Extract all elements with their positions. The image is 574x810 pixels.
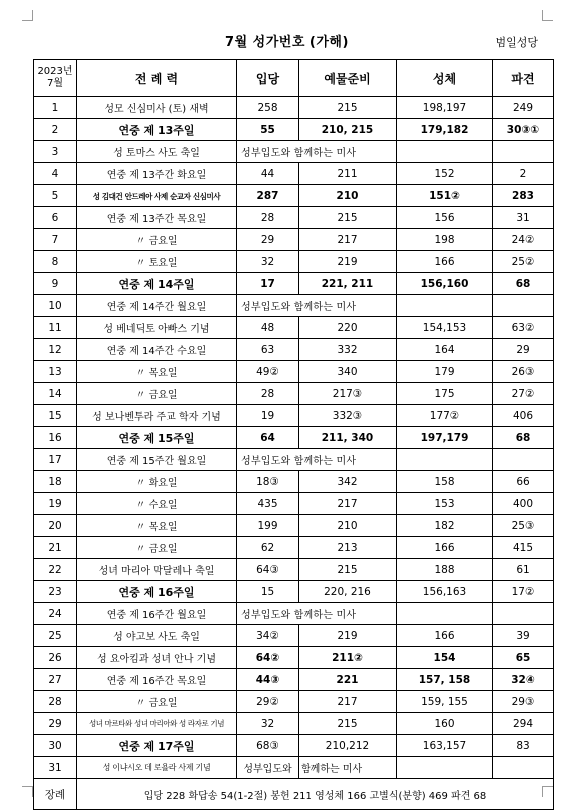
liturgy-name: 연중 제 16주간 월요일	[77, 603, 237, 625]
communion-hymn: 163,157	[397, 735, 493, 757]
row-number: 31	[34, 757, 77, 779]
entrance-hymn: 48	[237, 317, 299, 339]
offertory-hymn: 221, 211	[299, 273, 397, 295]
liturgy-name: 연중 제 15주간 월요일	[77, 449, 237, 471]
dismissal-hymn: 25②	[493, 251, 554, 273]
communion-hymn: 197,179	[397, 427, 493, 449]
liturgy-name: 연중 제 17주일	[77, 735, 237, 757]
empty-cell	[493, 603, 554, 625]
liturgy-name: 〃 금요일	[77, 383, 237, 405]
communion-hymn: 177②	[397, 405, 493, 427]
entrance-hymn: 287	[237, 185, 299, 207]
row-number: 29	[34, 713, 77, 735]
liturgy-name: 연중 제 15주일	[77, 427, 237, 449]
liturgy-name: 연중 제 13주간 목요일	[77, 207, 237, 229]
offertory-hymn: 215	[299, 207, 397, 229]
liturgy-name: 〃 금요일	[77, 229, 237, 251]
entrance-hymn: 18③	[237, 471, 299, 493]
row-number: 2	[34, 119, 77, 141]
communion-hymn: 182	[397, 515, 493, 537]
entrance-hymn: 17	[237, 273, 299, 295]
table-row	[34, 537, 554, 559]
header-communion: 성체	[397, 60, 493, 97]
empty-cell	[397, 603, 493, 625]
entrance-hymn: 44	[237, 163, 299, 185]
entrance-hymn: 29	[237, 229, 299, 251]
offertory-hymn: 340	[299, 361, 397, 383]
row-number: 18	[34, 471, 77, 493]
hymn-table	[33, 59, 554, 810]
header-row	[34, 60, 554, 97]
table-row	[34, 713, 554, 735]
dismissal-hymn: 27②	[493, 383, 554, 405]
liturgy-name-text: 성 이냐시오 데 로욜라 사제 기념	[102, 763, 211, 772]
offertory-hymn: 217	[299, 229, 397, 251]
header-year: 2023년 7월	[34, 60, 77, 97]
entrance-hymn: 55	[237, 119, 299, 141]
entrance-hymn: 68③	[237, 735, 299, 757]
table-row	[34, 185, 554, 207]
entrance-hymn: 63	[237, 339, 299, 361]
liturgy-name	[77, 185, 237, 207]
table-row	[34, 317, 554, 339]
communion-hymn: 198	[397, 229, 493, 251]
table-row	[34, 735, 554, 757]
entrance-hymn: 44③	[237, 669, 299, 691]
dismissal-hymn: 68	[493, 273, 554, 295]
dismissal-hymn	[493, 757, 554, 779]
dismissal-hymn: 32④	[493, 669, 554, 691]
communion-hymn: 154,153	[397, 317, 493, 339]
liturgy-name: 성 토마스 사도 축일	[77, 141, 237, 163]
page-corner-mark	[542, 10, 553, 21]
dismissal-hymn: 415	[493, 537, 554, 559]
dismissal-hymn: 39	[493, 625, 554, 647]
entrance-hymn: 29②	[237, 691, 299, 713]
entrance-hymn: 64	[237, 427, 299, 449]
communion-hymn: 166	[397, 537, 493, 559]
dismissal-hymn: 61	[493, 559, 554, 581]
row-number: 8	[34, 251, 77, 273]
liturgy-name: 〃 목요일	[77, 515, 237, 537]
row-number: 19	[34, 493, 77, 515]
liturgy-name: 연중 제 13주간 화요일	[77, 163, 237, 185]
row-number: 24	[34, 603, 77, 625]
empty-cell	[493, 449, 554, 471]
communion-hymn: 156,163	[397, 581, 493, 603]
liturgy-name: 연중 제 16주간 목요일	[77, 669, 237, 691]
header-dismissal: 파견	[493, 60, 554, 97]
liturgy-name	[77, 713, 237, 735]
dismissal-hymn: 31	[493, 207, 554, 229]
row-number: 1	[34, 97, 77, 119]
entrance-hymn: 28	[237, 383, 299, 405]
liturgy-name: 연중 제 14주일	[77, 273, 237, 295]
mass-note: 성부입도와 함께하는 미사	[237, 141, 397, 163]
dismissal-hymn: 29③	[493, 691, 554, 713]
communion-hymn: 160	[397, 713, 493, 735]
offertory-hymn: 220	[299, 317, 397, 339]
offertory-hymn: 217③	[299, 383, 397, 405]
empty-cell	[397, 295, 493, 317]
table-row	[34, 339, 554, 361]
table-row	[34, 427, 554, 449]
entrance-hymn: 28	[237, 207, 299, 229]
entrance-hymn: 성부입도와	[237, 757, 299, 779]
dismissal-hymn: 83	[493, 735, 554, 757]
table-row	[34, 361, 554, 383]
empty-cell	[493, 295, 554, 317]
dismissal-hymn: 25③	[493, 515, 554, 537]
offertory-hymn: 211	[299, 163, 397, 185]
liturgy-name: 성녀 마리아 막달레나 축일	[77, 559, 237, 581]
offertory-hymn: 210	[299, 185, 397, 207]
communion-hymn: 166	[397, 625, 493, 647]
offertory-hymn: 215	[299, 713, 397, 735]
liturgy-name: 〃 목요일	[77, 361, 237, 383]
liturgy-name: 연중 제 13주일	[77, 119, 237, 141]
table-row	[34, 229, 554, 251]
communion-hymn: 179,182	[397, 119, 493, 141]
entrance-hymn: 64③	[237, 559, 299, 581]
funeral-row	[34, 779, 554, 810]
communion-hymn: 152	[397, 163, 493, 185]
row-number: 16	[34, 427, 77, 449]
row-number: 10	[34, 295, 77, 317]
offertory-hymn: 217	[299, 493, 397, 515]
row-number: 30	[34, 735, 77, 757]
dismissal-hymn: 66	[493, 471, 554, 493]
offertory-hymn: 217	[299, 691, 397, 713]
table-row	[34, 449, 554, 471]
liturgy-name	[77, 757, 237, 779]
dismissal-hymn: 283	[493, 185, 554, 207]
entrance-hymn: 19	[237, 405, 299, 427]
page-corner-mark	[22, 10, 33, 21]
row-number: 11	[34, 317, 77, 339]
liturgy-name: 성 야고보 사도 축일	[77, 625, 237, 647]
dismissal-hymn: 294	[493, 713, 554, 735]
dismissal-hymn: 249	[493, 97, 554, 119]
liturgy-name: 연중 제 14주간 월요일	[77, 295, 237, 317]
row-number: 12	[34, 339, 77, 361]
table-row	[34, 383, 554, 405]
table-row	[34, 559, 554, 581]
row-number: 21	[34, 537, 77, 559]
liturgy-name: 〃 금요일	[77, 691, 237, 713]
row-number: 17	[34, 449, 77, 471]
communion-hymn: 154	[397, 647, 493, 669]
communion-hymn: 156	[397, 207, 493, 229]
table-row	[34, 471, 554, 493]
offertory-hymn: 215	[299, 559, 397, 581]
communion-hymn: 164	[397, 339, 493, 361]
liturgy-name: 성 베네딕토 아빠스 기념	[77, 317, 237, 339]
row-number: 6	[34, 207, 77, 229]
entrance-hymn: 199	[237, 515, 299, 537]
offertory-hymn: 332	[299, 339, 397, 361]
empty-cell	[397, 449, 493, 471]
offertory-hymn: 211②	[299, 647, 397, 669]
entrance-hymn: 258	[237, 97, 299, 119]
dismissal-hymn: 400	[493, 493, 554, 515]
table-row	[34, 251, 554, 273]
dismissal-hymn: 29	[493, 339, 554, 361]
dismissal-hymn: 26③	[493, 361, 554, 383]
row-number: 5	[34, 185, 77, 207]
empty-cell	[493, 141, 554, 163]
offertory-hymn: 215	[299, 97, 397, 119]
table-row	[34, 295, 554, 317]
table-row	[34, 97, 554, 119]
table-row	[34, 119, 554, 141]
table-row	[34, 647, 554, 669]
entrance-hymn: 32	[237, 713, 299, 735]
liturgy-name: 〃 금요일	[77, 537, 237, 559]
offertory-hymn: 342	[299, 471, 397, 493]
dismissal-hymn: 30③①	[493, 119, 554, 141]
entrance-hymn: 64②	[237, 647, 299, 669]
communion-hymn: 159, 155	[397, 691, 493, 713]
communion-hymn: 166	[397, 251, 493, 273]
table-body	[34, 97, 554, 779]
entrance-hymn: 49②	[237, 361, 299, 383]
communion-hymn: 175	[397, 383, 493, 405]
page-corner-mark	[22, 786, 33, 797]
row-number: 14	[34, 383, 77, 405]
row-number: 26	[34, 647, 77, 669]
header-offertory: 예물준비	[299, 60, 397, 97]
row-number: 20	[34, 515, 77, 537]
communion-hymn: 156,160	[397, 273, 493, 295]
entrance-hymn: 62	[237, 537, 299, 559]
offertory-hymn: 332③	[299, 405, 397, 427]
liturgy-name: 연중 제 14주간 수요일	[77, 339, 237, 361]
communion-hymn: 151②	[397, 185, 493, 207]
dismissal-hymn: 65	[493, 647, 554, 669]
row-number: 13	[34, 361, 77, 383]
offertory-hymn: 210,212	[299, 735, 397, 757]
offertory-hymn: 213	[299, 537, 397, 559]
row-number: 4	[34, 163, 77, 185]
liturgy-name: 〃 화요일	[77, 471, 237, 493]
liturgy-name: 성 요아킴과 성녀 안나 기념	[77, 647, 237, 669]
row-number: 9	[34, 273, 77, 295]
liturgy-name: 성모 신심미사 (토) 새벽	[77, 97, 237, 119]
dismissal-hymn: 63②	[493, 317, 554, 339]
row-number: 22	[34, 559, 77, 581]
dismissal-hymn: 2	[493, 163, 554, 185]
communion-hymn: 188	[397, 559, 493, 581]
table-row	[34, 625, 554, 647]
table-row	[34, 691, 554, 713]
entrance-hymn: 32	[237, 251, 299, 273]
row-number: 23	[34, 581, 77, 603]
table-row	[34, 405, 554, 427]
communion-hymn: 198,197	[397, 97, 493, 119]
church-name: 범일성당	[495, 36, 538, 49]
funeral-hymns: 입당 228 화답송 54(1-2절) 봉헌 211 영성체 166 고별식(분향) 469 파견 68	[77, 779, 554, 810]
empty-cell	[397, 141, 493, 163]
offertory-hymn: 함께하는 미사	[299, 757, 397, 779]
row-number: 27	[34, 669, 77, 691]
communion-hymn: 179	[397, 361, 493, 383]
mass-note: 성부입도와 함께하는 미사	[237, 295, 397, 317]
row-number: 25	[34, 625, 77, 647]
liturgy-name-text: 성 김대건 안드레아 사제 순교자 신심미사	[92, 192, 221, 201]
table-row	[34, 493, 554, 515]
header-entrance: 입당	[237, 60, 299, 97]
row-number: 7	[34, 229, 77, 251]
table-row	[34, 603, 554, 625]
mass-note: 성부입도와 함께하는 미사	[237, 449, 397, 471]
offertory-hymn: 210, 215	[299, 119, 397, 141]
liturgy-name: 성 보나벤투라 주교 학자 기념	[77, 405, 237, 427]
table-row	[34, 757, 554, 779]
communion-hymn: 153	[397, 493, 493, 515]
funeral-label: 장례	[34, 779, 77, 810]
dismissal-hymn: 406	[493, 405, 554, 427]
liturgy-name: 〃 수요일	[77, 493, 237, 515]
offertory-hymn: 220, 216	[299, 581, 397, 603]
dismissal-hymn: 24②	[493, 229, 554, 251]
table-row	[34, 581, 554, 603]
entrance-hymn: 15	[237, 581, 299, 603]
page-title: 7월 성가번호 (가해)	[225, 35, 349, 50]
table-row	[34, 273, 554, 295]
table-row	[34, 669, 554, 691]
row-number: 28	[34, 691, 77, 713]
dismissal-hymn: 17②	[493, 581, 554, 603]
offertory-hymn: 219	[299, 251, 397, 273]
table-row	[34, 141, 554, 163]
table-row	[34, 515, 554, 537]
row-number: 3	[34, 141, 77, 163]
communion-hymn: 157, 158	[397, 669, 493, 691]
table-row	[34, 163, 554, 185]
row-number: 15	[34, 405, 77, 427]
communion-hymn	[397, 757, 493, 779]
offertory-hymn: 210	[299, 515, 397, 537]
offertory-hymn: 211, 340	[299, 427, 397, 449]
liturgy-name-text: 성녀 마르타와 성녀 마리아와 성 라자로 기념	[88, 719, 225, 728]
header-liturgy: 전 례 력	[77, 60, 237, 97]
liturgy-name: 〃 토요일	[77, 251, 237, 273]
dismissal-hymn: 68	[493, 427, 554, 449]
liturgy-name: 연중 제 16주일	[77, 581, 237, 603]
table-row	[34, 207, 554, 229]
communion-hymn: 158	[397, 471, 493, 493]
offertory-hymn: 219	[299, 625, 397, 647]
entrance-hymn: 34②	[237, 625, 299, 647]
entrance-hymn: 435	[237, 493, 299, 515]
mass-note: 성부입도와 함께하는 미사	[237, 603, 397, 625]
offertory-hymn: 221	[299, 669, 397, 691]
